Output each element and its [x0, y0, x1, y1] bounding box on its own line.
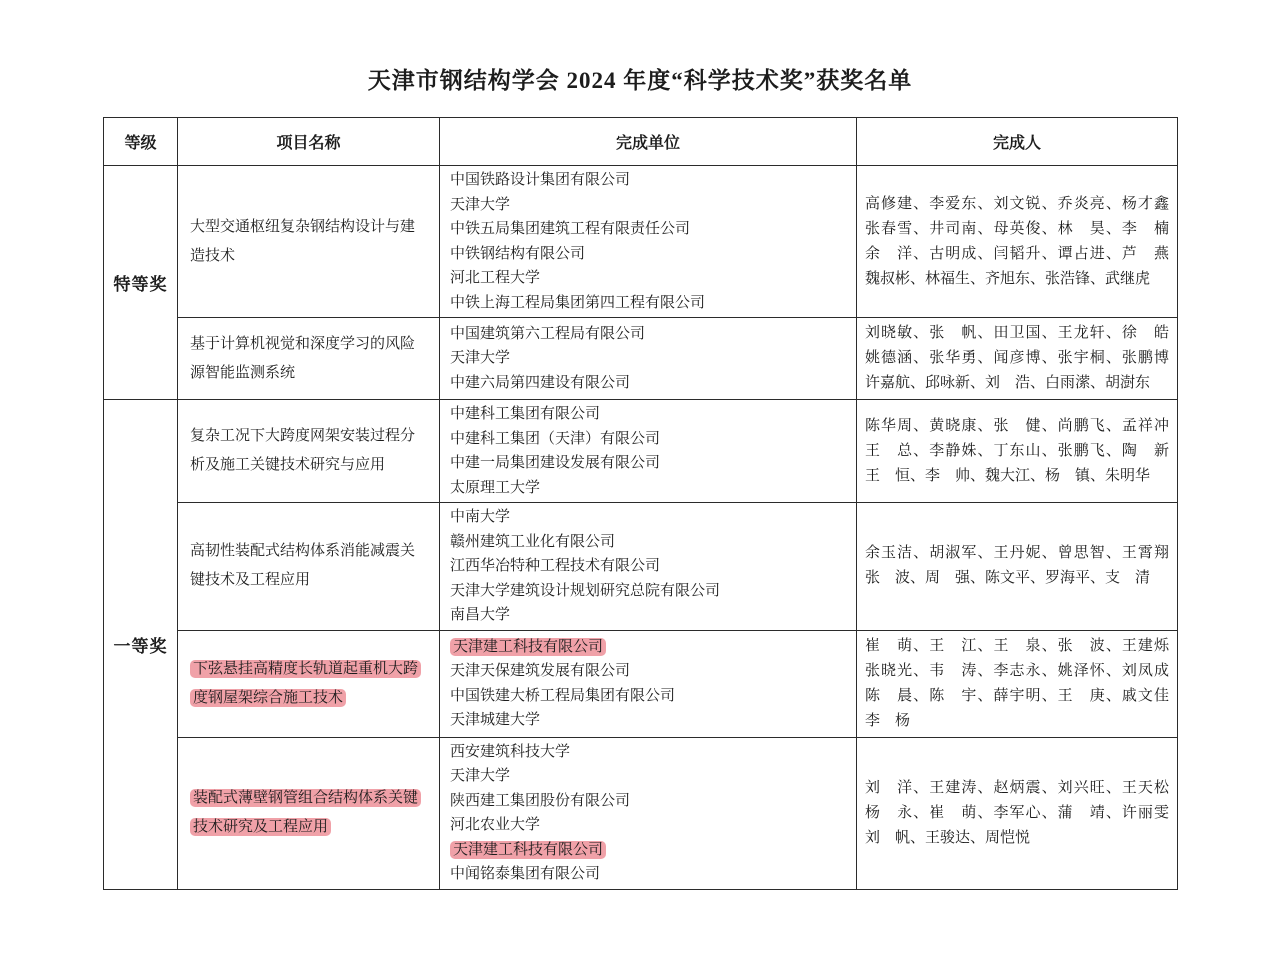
- people-cell: [857, 630, 1178, 737]
- unit-line: [450, 371, 846, 396]
- unit-name: 中建六局第四建设有限公司: [450, 374, 631, 391]
- unit-name: 赣州建筑工业化有限公司: [450, 533, 616, 550]
- unit-name: 太原理工大学: [450, 479, 541, 496]
- unit-name: 中建一局集团建设发展有限公司: [450, 455, 661, 471]
- unit-line: [450, 427, 846, 452]
- unit-line: [450, 603, 846, 628]
- unit-name-highlighted: 天津建工科技有限公司: [450, 841, 606, 859]
- unit-line: [450, 740, 846, 765]
- unit-name: 南昌大学: [450, 607, 511, 623]
- project-cell: [178, 503, 440, 631]
- header-row: [104, 118, 1178, 166]
- table-body: [104, 166, 1178, 890]
- project-title-highlighted: 下弦悬挂高精度长轨道起重机大跨度钢屋架综合施工技术: [190, 660, 421, 707]
- unit-line: [450, 242, 846, 267]
- unit-name: 西安建筑科技大学: [450, 743, 571, 760]
- col-header-grade: 等级: [104, 118, 178, 166]
- project-title: 大型交通枢纽复杂钢结构设计与建造技术: [190, 218, 416, 264]
- unit-name: 中铁五局集团建筑工程有限责任公司: [450, 221, 691, 237]
- project-title: 高韧性装配式结构体系消能减震关键技术及工程应用: [190, 543, 416, 589]
- unit-line: [450, 684, 846, 709]
- table-header: [104, 118, 1178, 166]
- col-header-people: 完成人: [857, 118, 1178, 166]
- people-line: 崔 萌、王 江、王 泉、张 波、王建烁: [865, 637, 1169, 654]
- unit-line: [450, 838, 846, 863]
- people-line: 张 波、周 强、陈文平、罗海平、支 清: [865, 570, 1151, 587]
- unit-name: 中南大学: [450, 509, 511, 525]
- people-line: 姚德涵、张华勇、闻彦博、张宇桐、张鹏博: [865, 350, 1169, 366]
- unit-name: 天津大学: [450, 768, 511, 784]
- unit-name: 天津大学建筑设计规划研究总院有限公司: [450, 582, 721, 599]
- people-line: 王 总、李静姝、丁东山、张鹏飞、陶 新: [865, 442, 1169, 459]
- project-title-highlighted: 装配式薄壁钢管组合结构体系关键技术研究及工程应用: [190, 789, 421, 836]
- project-cell: [178, 630, 440, 737]
- unit-name: 天津大学: [450, 196, 511, 213]
- unit-name: 中建科工集团（天津）有限公司: [450, 430, 661, 447]
- grade-cell: 特等奖: [104, 166, 178, 400]
- unit-line: [450, 193, 846, 218]
- units-cell: [440, 503, 857, 631]
- people-line: 陈华周、黄晓康、张 健、尚鹏飞、孟祥冲: [865, 417, 1169, 434]
- unit-line: [450, 708, 846, 733]
- unit-line: [450, 451, 846, 476]
- unit-name: 中国建筑第六工程局有限公司: [450, 325, 646, 342]
- people-cell: [857, 503, 1178, 631]
- unit-name: 天津城建大学: [450, 712, 541, 728]
- people-line: 李 杨: [865, 712, 911, 729]
- page-title: 天津市钢结构学会 2024 年度“科学技术奖”获奖名单: [367, 68, 913, 93]
- people-line: 刘晓敏、张 帆、田卫国、王龙轩、徐 皓: [865, 325, 1169, 341]
- project-cell: [178, 400, 440, 503]
- unit-line: [450, 402, 846, 427]
- unit-line: [450, 764, 846, 789]
- people-line: 王 恒、李 帅、魏大江、杨 镇、朱明华: [865, 467, 1151, 484]
- unit-name: 河北工程大学: [450, 270, 541, 286]
- unit-name: 天津大学: [450, 350, 511, 367]
- people-cell: [857, 318, 1178, 400]
- unit-line: [450, 554, 846, 579]
- people-cell: [857, 737, 1178, 889]
- unit-line: [450, 217, 846, 242]
- units-cell: [440, 166, 857, 318]
- table-row: [104, 166, 1178, 318]
- project-cell: [178, 166, 440, 318]
- project-title: 基于计算机视觉和深度学习的风险源智能监测系统: [190, 335, 416, 381]
- unit-line: [450, 505, 846, 530]
- table-row: [104, 737, 1178, 889]
- unit-name: 天津天保建筑发展有限公司: [450, 663, 631, 679]
- unit-line: [450, 322, 846, 347]
- unit-line: [450, 789, 846, 814]
- unit-line: [450, 659, 846, 684]
- people-cell: [857, 400, 1178, 503]
- people-line: 许嘉航、邱咏新、刘 浩、白雨潆、胡澍东: [865, 375, 1151, 391]
- people-line: 张春雪、井司南、母英俊、林 昊、李 楠: [865, 220, 1169, 237]
- units-cell: [440, 318, 857, 400]
- units-cell: [440, 737, 857, 889]
- unit-name: 中国铁建大桥工程局集团有限公司: [450, 687, 676, 704]
- unit-line: [450, 291, 846, 316]
- unit-name: 中铁上海工程局集团第四工程有限公司: [450, 294, 706, 311]
- unit-line: [450, 813, 846, 838]
- unit-line: [450, 346, 846, 371]
- project-cell: [178, 318, 440, 400]
- unit-name: 中闻铭泰集团有限公司: [450, 866, 601, 882]
- unit-name-highlighted: 天津建工科技有限公司: [450, 638, 606, 656]
- units-cell: [440, 630, 857, 737]
- grade-cell: 一等奖: [104, 400, 178, 890]
- people-line: 余玉洁、胡淑军、王丹妮、曾思智、王霄翔: [865, 545, 1169, 562]
- units-cell: [440, 400, 857, 503]
- unit-name: 陕西建工集团股份有限公司: [450, 792, 631, 809]
- unit-line: [450, 266, 846, 291]
- unit-line: [450, 476, 846, 501]
- people-line: 杨 永、崔 萌、李军心、蒲 靖、许丽雯: [865, 804, 1169, 821]
- awards-table: [103, 117, 1178, 890]
- unit-name: 中国铁路设计集团有限公司: [450, 172, 631, 188]
- unit-line: [450, 530, 846, 555]
- table-row: [104, 400, 1178, 503]
- unit-line: [450, 862, 846, 887]
- table-row: [104, 630, 1178, 737]
- unit-line: [450, 579, 846, 604]
- unit-name: 江西华冶特种工程技术有限公司: [450, 558, 661, 574]
- people-line: 陈 晨、陈 宇、薛宇明、王 庚、戚文佳: [865, 687, 1169, 704]
- col-header-project: 项目名称: [178, 118, 440, 166]
- people-line: 余 洋、古明成、闫韬升、谭占进、芦 燕: [865, 245, 1169, 262]
- table-row: [104, 503, 1178, 631]
- col-header-units: 完成单位: [440, 118, 857, 166]
- people-line: 魏叔彬、林福生、齐旭东、张浩锋、武继虎: [865, 270, 1151, 287]
- people-line: 张晓光、韦 涛、李志永、姚泽怀、刘凤成: [865, 662, 1169, 679]
- table-row: [104, 318, 1178, 400]
- unit-line: [450, 168, 846, 193]
- people-line: 刘 帆、王骏达、周恺悦: [865, 829, 1031, 846]
- project-title: 复杂工况下大跨度网架安装过程分析及施工关键技术研究与应用: [190, 428, 416, 473]
- unit-line: [450, 635, 846, 660]
- people-line: 刘 洋、王建涛、赵炳震、刘兴旺、王天松: [865, 779, 1169, 796]
- people-line: 高修建、李爱东、刘文锐、乔炎亮、杨才鑫: [865, 195, 1169, 212]
- people-cell: [857, 166, 1178, 318]
- unit-name: 河北农业大学: [450, 817, 541, 833]
- project-cell: [178, 737, 440, 889]
- unit-name: 中建科工集团有限公司: [450, 406, 601, 422]
- unit-name: 中铁钢结构有限公司: [450, 245, 586, 262]
